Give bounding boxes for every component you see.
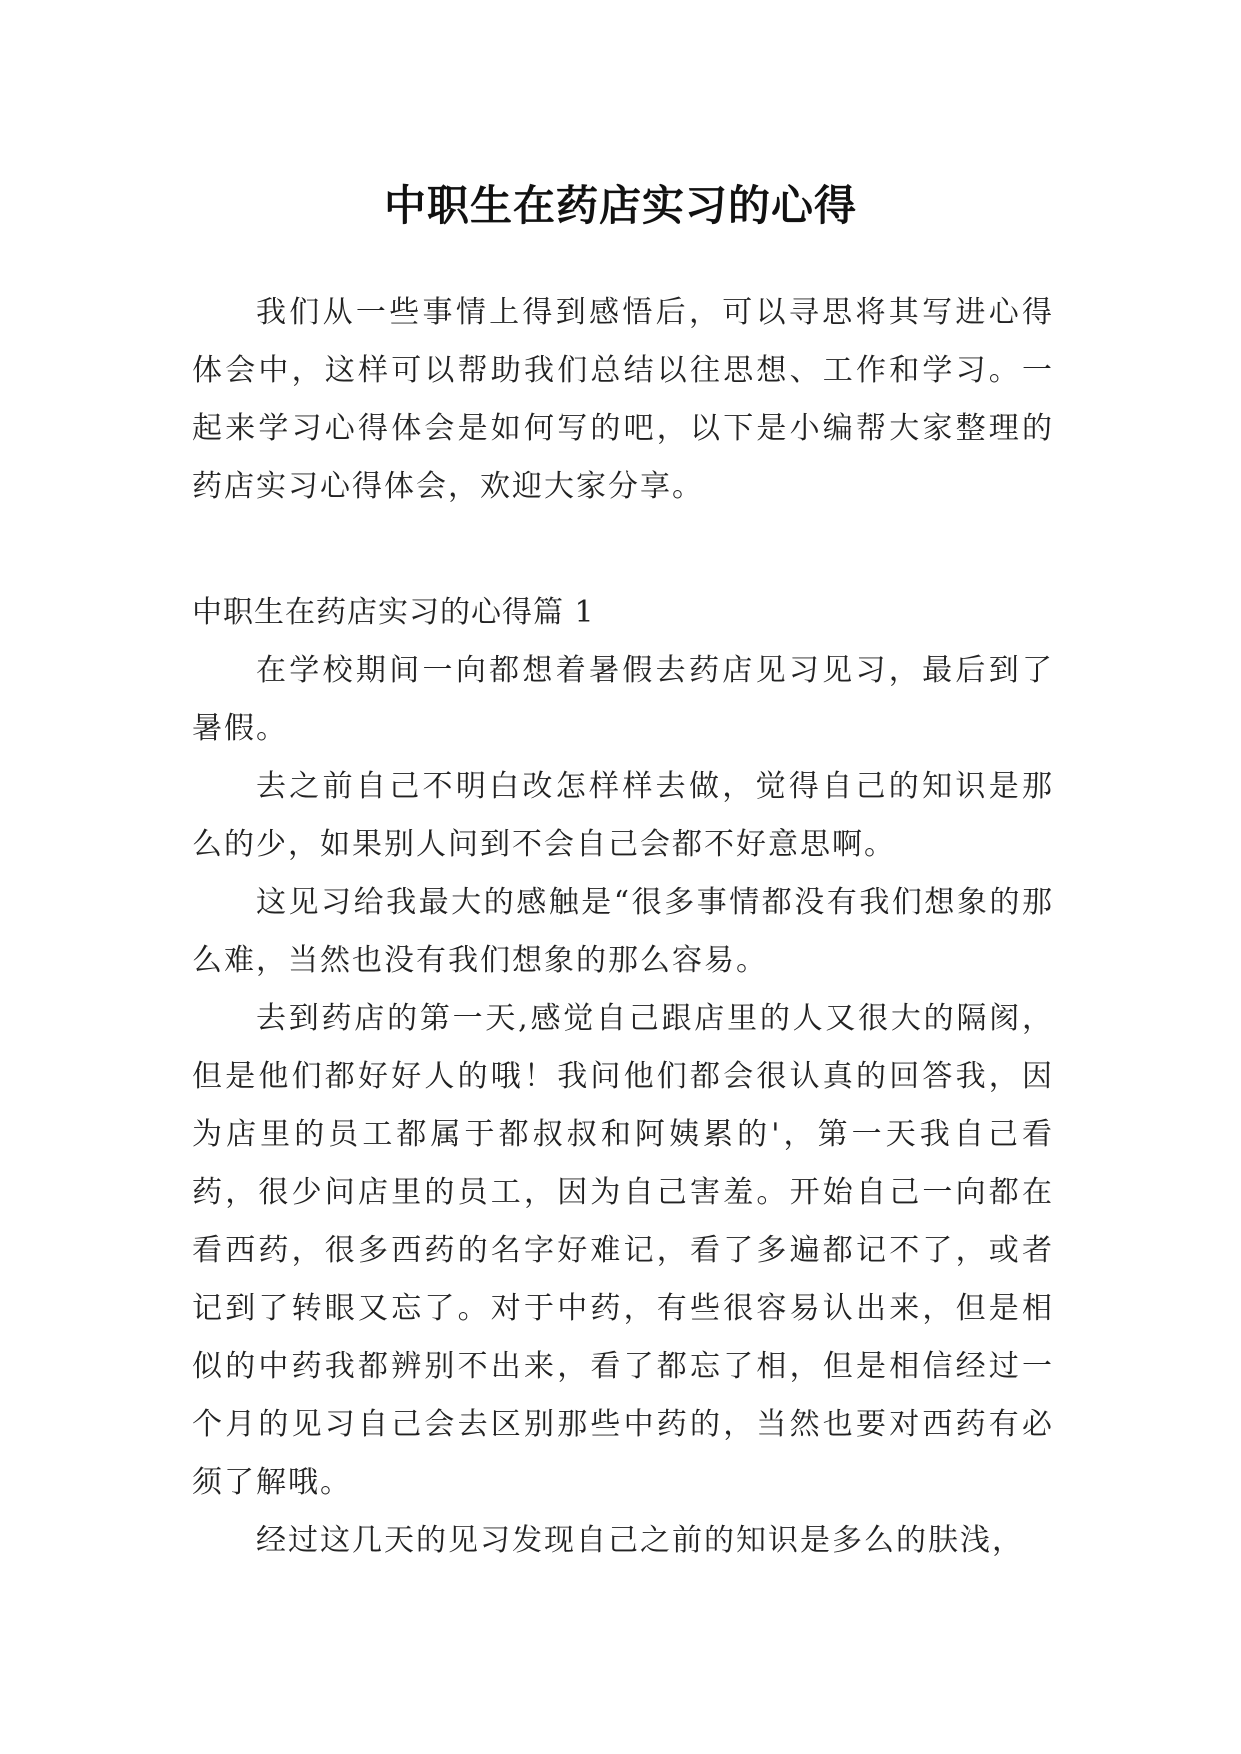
body-paragraph: 这见习给我最大的感触是“很多事情都没有我们想象的那么难，当然也没有我们想象的那么容易。 xyxy=(192,885,1054,978)
section-heading: 中职生在药店实习的心得篇 1 xyxy=(192,595,595,630)
document-body xyxy=(192,284,1054,1570)
document-title: 中职生在药店实习的心得 xyxy=(383,181,857,231)
body-paragraph: 经过这几天的见习发现自己之前的知识是多么的肤浅， xyxy=(256,1523,1024,1558)
body-paragraph: 在学校期间一向都想着暑假去药店见习见习，最后到了暑假。 xyxy=(192,653,1054,746)
body-paragraph: 去到药店的第一天,感觉自己跟店里的人又很大的隔阂，但是他们都好好人的哦！我问他们都会很认真的回答我，因为店里的员工都属于都叔叔和阿姨累的'，第一天我自己看药，很少问店里的员工，因为自己害羞。开始自己一向都在看西药，很多西药的名字好难记，看了多遍都记不了，或者记到了转眼又忘了。对于中药，有些很容易认出来，但是相似的中药我都辨别不出来，看了都忘了相，但是相信经过一个月的见习自己会去区别那些中药的，当然也要对西药有必须了解哦。 xyxy=(192,1001,1054,1500)
body-paragraph: 去之前自己不明白改怎样样去做，觉得自己的知识是那么的少，如果别人问到不会自己会都不好意思啊。 xyxy=(192,769,1054,862)
intro-paragraph: 我们从一些事情上得到感悟后，可以寻思将其写进心得体会中，这样可以帮助我们总结以往思想、工作和学习。一起来学习心得体会是如何写的吧，以下是小编帮大家整理的药店实习心得体会，欢迎大家分享。 xyxy=(192,295,1054,504)
